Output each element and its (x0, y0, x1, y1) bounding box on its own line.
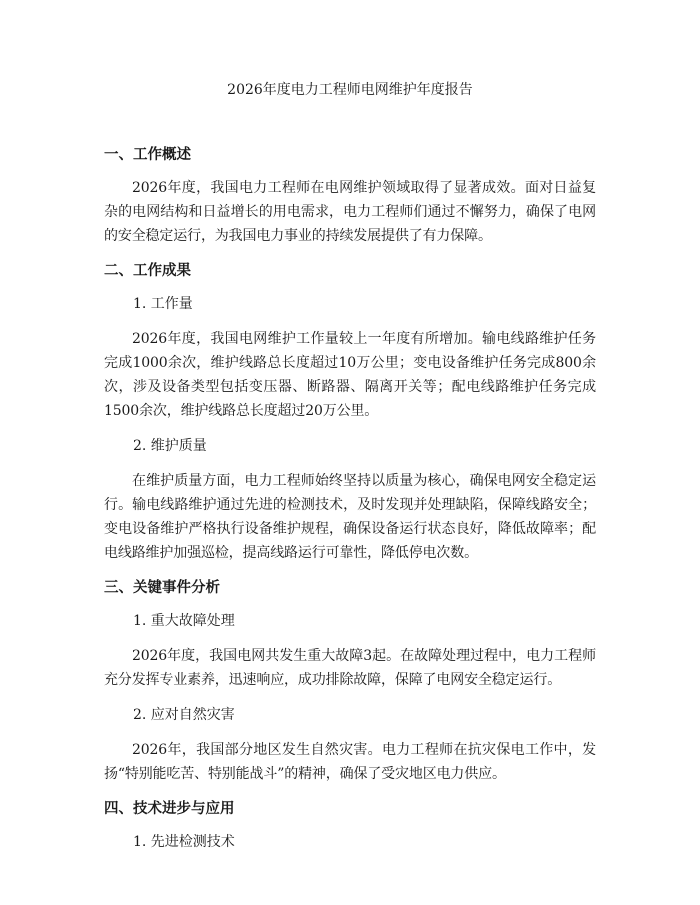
subsection-heading-detection-technology: 1. 先进检测技术 (133, 834, 235, 850)
document-title: 2026年度电力工程师电网维护年度报告 (227, 82, 473, 98)
subsection-paragraph-major-faults: 2026年度，我国电网共发生重大故障3起。在故障处理过程中，电力工程师充分发挥专业素养，迅速响应，成功排除故障，保障了电网安全稳定运行。 (104, 648, 596, 688)
subsection-heading-natural-disasters: 2. 应对自然灾害 (133, 707, 235, 723)
section-heading-achievements: 二、工作成果 (104, 263, 191, 279)
section-heading-key-events: 三、关键事件分析 (104, 580, 220, 596)
section-heading-technology: 四、技术进步与应用 (104, 801, 235, 817)
subsection-heading-maintenance-quality: 2. 维护质量 (133, 438, 207, 454)
subsection-paragraph-workload: 2026年度，我国电网维护工作量较上一年度有所增加。输电线路维护任务完成1000余次，维护线路总长度超过10万公里；变电设备维护任务完成800余次，涉及设备类型包括变压器、断路器、隔离开关等；配电线路维护任务完成1500余次，维护线路总长度超过20万公里。 (104, 331, 596, 419)
subsection-paragraph-maintenance-quality: 在维护质量方面，电力工程师始终坚持以质量为核心，确保电网安全稳定运行。输电线路维护通过先进的检测技术，及时发现并处理缺陷，保障线路安全；变电设备维护严格执行设备维护规程，确保设备运行状态良好，降低故障率；配电线路维护加强巡检，提高线路运行可靠性，降低停电次数。 (104, 473, 596, 561)
section-heading-overview: 一、工作概述 (104, 147, 191, 163)
subsection-paragraph-natural-disasters: 2026年，我国部分地区发生自然灾害。电力工程师在抗灾保电工作中，发扬“特别能吃苦、特别能战斗”的精神，确保了受灾地区电力供应。 (104, 742, 596, 782)
subsection-heading-workload: 1. 工作量 (133, 296, 193, 312)
subsection-heading-major-faults: 1. 重大故障处理 (133, 613, 235, 629)
section-paragraph-overview: 2026年度，我国电力工程师在电网维护领域取得了显著成效。面对日益复杂的电网结构和日益增长的用电需求，电力工程师们通过不懈努力，确保了电网的安全稳定运行，为我国电力事业的持续发展提供了有力保障。 (104, 180, 596, 244)
